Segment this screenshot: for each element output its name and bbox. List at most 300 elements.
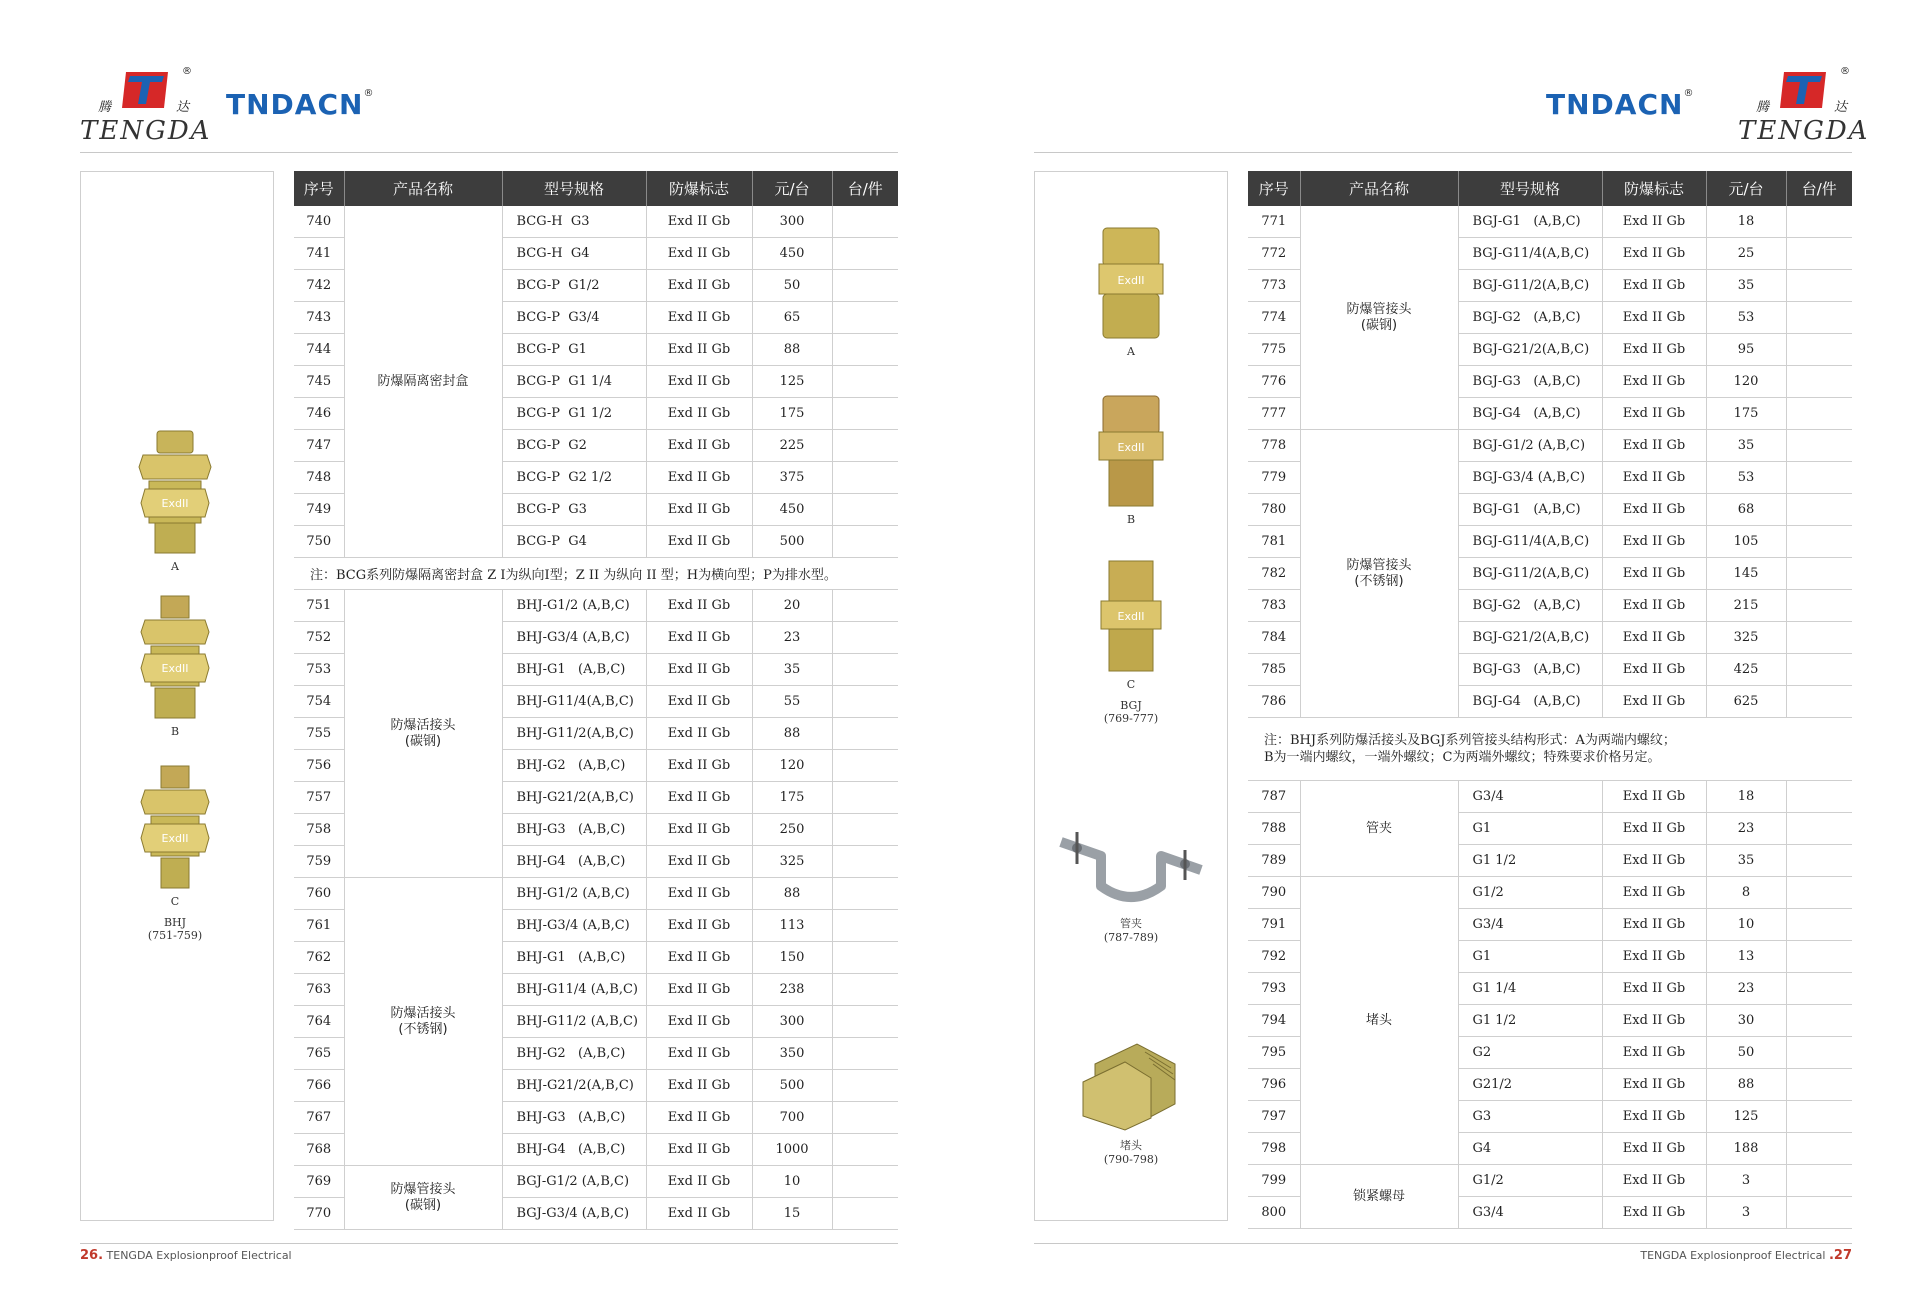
model-cell: BGJ-G4 (A,B,C) [1458, 686, 1602, 718]
note-text: 注：BHJ系列防爆活接头及BGJ系列管接头结构形式：A为两端内螺纹； B为一端内螺纹，一端外螺纹；C为两端外螺纹；特殊要求价格另定。 [1248, 718, 1852, 781]
column-header: 台/件 [1786, 171, 1852, 206]
qty-cell [1786, 941, 1852, 973]
price-cell: 700 [752, 1102, 832, 1134]
qty-cell [832, 462, 898, 494]
price-cell: 3 [1706, 1197, 1786, 1229]
price-cell: 175 [1706, 398, 1786, 430]
pipe-fitting-b [1091, 392, 1171, 510]
model-cell: BCG-P G2 1/2 [502, 462, 646, 494]
price-cell: 15 [752, 1198, 832, 1230]
wordmark-text: TNDACN [226, 88, 364, 121]
product-caption-range: (769-777) [1103, 712, 1159, 725]
table-header-row [1248, 171, 1852, 206]
serial-cell: 747 [294, 430, 344, 462]
ex-mark-cell: Exd II Gb [646, 590, 752, 622]
qty-cell [1786, 813, 1852, 845]
model-cell: G1 [1458, 813, 1602, 845]
footer [80, 1248, 292, 1263]
serial-cell: 794 [1248, 1005, 1300, 1037]
serial-cell: 765 [294, 1038, 344, 1070]
qty-cell [832, 1070, 898, 1102]
serial-cell: 778 [1248, 430, 1300, 462]
wordmark-reg: ® [363, 88, 375, 99]
ex-mark-cell: Exd II Gb [646, 1102, 752, 1134]
price-cell: 18 [1706, 781, 1786, 813]
ex-mark-cell: Exd II Gb [646, 430, 752, 462]
serial-cell: 799 [1248, 1165, 1300, 1197]
model-cell: G1 [1458, 941, 1602, 973]
union-fitting-c [135, 762, 215, 892]
qty-cell [1786, 430, 1852, 462]
serial-cell: 758 [294, 814, 344, 846]
qty-cell [1786, 398, 1852, 430]
price-cell: 20 [752, 590, 832, 622]
svg-text:ExdII: ExdII [1117, 441, 1145, 454]
price-cell: 105 [1706, 526, 1786, 558]
qty-cell [1786, 1197, 1852, 1229]
page-number: .27 [1828, 1248, 1852, 1263]
model-cell: BGJ-G21/2(A,B,C) [1458, 622, 1602, 654]
plug-label: 堵头 [1120, 1139, 1142, 1152]
price-cell: 30 [1706, 1005, 1786, 1037]
model-cell: G3/4 [1458, 781, 1602, 813]
serial-cell: 760 [294, 878, 344, 910]
ex-mark-cell: Exd II Gb [646, 334, 752, 366]
ex-mark-cell: Exd II Gb [646, 302, 752, 334]
svg-text:ExdII: ExdII [1117, 274, 1145, 287]
model-cell: BHJ-G3/4 (A,B,C) [502, 910, 646, 942]
product-image-c [125, 762, 225, 942]
price-cell: 145 [1706, 558, 1786, 590]
qty-cell [1786, 590, 1852, 622]
ex-mark-cell: Exd II Gb [1602, 1197, 1706, 1229]
ex-mark-cell: Exd II Gb [646, 878, 752, 910]
ex-mark-cell: Exd II Gb [646, 1134, 752, 1166]
serial-cell: 740 [294, 206, 344, 238]
price-cell: 113 [752, 910, 832, 942]
product-image-panel [1034, 171, 1228, 1221]
ex-mark-cell: Exd II Gb [646, 1006, 752, 1038]
model-cell: BHJ-G1/2 (A,B,C) [502, 878, 646, 910]
qty-cell [832, 398, 898, 430]
serial-cell: 748 [294, 462, 344, 494]
serial-cell: 764 [294, 1006, 344, 1038]
serial-cell: 795 [1248, 1037, 1300, 1069]
price-cell: 35 [1706, 270, 1786, 302]
model-cell: BCG-P G3 [502, 494, 646, 526]
ex-mark-cell: Exd II Gb [646, 686, 752, 718]
serial-cell: 756 [294, 750, 344, 782]
ex-mark-cell: Exd II Gb [646, 718, 752, 750]
price-cell: 325 [752, 846, 832, 878]
serial-cell: 784 [1248, 622, 1300, 654]
footer-text: TENGDA Explosionproof Electrical [1640, 1249, 1829, 1262]
serial-cell: 757 [294, 782, 344, 814]
price-cell: 1000 [752, 1134, 832, 1166]
qty-cell [832, 910, 898, 942]
model-cell: BCG-P G4 [502, 526, 646, 558]
serial-cell: 782 [1248, 558, 1300, 590]
product-name-cell: 防爆活接头 (不锈钢) [344, 878, 502, 1166]
price-cell: 53 [1706, 462, 1786, 494]
serial-cell: 770 [294, 1198, 344, 1230]
price-cell: 3 [1706, 1165, 1786, 1197]
product-a-label: A [171, 560, 179, 573]
price-cell: 125 [752, 366, 832, 398]
ex-mark-cell: Exd II Gb [646, 1070, 752, 1102]
ex-mark-cell: Exd II Gb [1602, 622, 1706, 654]
price-cell: 35 [752, 654, 832, 686]
table-row [1248, 1165, 1852, 1197]
union-fitting-a [135, 427, 215, 557]
product-image-bgj-a [1081, 224, 1181, 358]
model-cell: BHJ-G3 (A,B,C) [502, 1102, 646, 1134]
product-caption-model: BGJ [1120, 699, 1142, 712]
qty-cell [1786, 1165, 1852, 1197]
qty-cell [1786, 1133, 1852, 1165]
footer-divider [1034, 1243, 1852, 1244]
qty-cell [1786, 206, 1852, 238]
model-cell: BGJ-G4 (A,B,C) [1458, 398, 1602, 430]
qty-cell [832, 334, 898, 366]
qty-cell [1786, 494, 1852, 526]
qty-cell [832, 366, 898, 398]
ex-mark-cell: Exd II Gb [1602, 334, 1706, 366]
product-image-bgj-c [1081, 557, 1181, 725]
serial-cell: 767 [294, 1102, 344, 1134]
model-cell: BCG-P G1 1/2 [502, 398, 646, 430]
logo-en: TENGDA [1738, 116, 1870, 146]
serial-cell: 780 [1248, 494, 1300, 526]
ex-mark-cell: Exd II Gb [1602, 1133, 1706, 1165]
qty-cell [832, 654, 898, 686]
serial-cell: 790 [1248, 877, 1300, 909]
column-header: 防爆标志 [1602, 171, 1706, 206]
qty-cell [832, 430, 898, 462]
logo-cn-right: 达 [1834, 100, 1848, 115]
serial-cell: 753 [294, 654, 344, 686]
product-image-a [125, 427, 225, 573]
qty-cell [1786, 1005, 1852, 1037]
qty-cell [1786, 270, 1852, 302]
ex-mark-cell: Exd II Gb [1602, 686, 1706, 718]
svg-text:ExdII: ExdII [1117, 610, 1145, 623]
product-c-label: C [1126, 678, 1136, 691]
price-cell: 300 [752, 206, 832, 238]
tengda-logo-mark [120, 70, 170, 110]
price-cell: 8 [1706, 877, 1786, 909]
qty-cell [1786, 845, 1852, 877]
ex-mark-cell: Exd II Gb [1602, 238, 1706, 270]
serial-cell: 741 [294, 238, 344, 270]
model-cell: G1 1/2 [1458, 845, 1602, 877]
price-cell: 50 [1706, 1037, 1786, 1069]
product-image-panel [80, 171, 274, 1221]
ex-mark-cell: Exd II Gb [646, 1038, 752, 1070]
qty-cell [832, 238, 898, 270]
model-cell: G21/2 [1458, 1069, 1602, 1101]
model-cell: BGJ-G3/4 (A,B,C) [502, 1198, 646, 1230]
price-cell: 53 [1706, 302, 1786, 334]
product-name-cell: 管夹 [1300, 781, 1458, 877]
table-row [294, 878, 898, 910]
qty-cell [1786, 973, 1852, 1005]
pipe-fitting-a [1091, 224, 1171, 342]
model-cell: BGJ-G11/2(A,B,C) [1458, 270, 1602, 302]
price-cell: 450 [752, 494, 832, 526]
price-cell: 23 [1706, 813, 1786, 845]
serial-cell: 763 [294, 974, 344, 1006]
footer [1640, 1248, 1852, 1263]
qty-cell [832, 526, 898, 558]
table-row [1248, 877, 1852, 909]
serial-cell: 768 [294, 1134, 344, 1166]
model-cell: BHJ-G21/2(A,B,C) [502, 782, 646, 814]
note-text: 注：BCG系列防爆隔离密封盒 Z I为纵向I型；Z II 为纵向 II 型；H为横向型；P为排水型。 [294, 558, 898, 590]
model-cell: G1 1/2 [1458, 1005, 1602, 1037]
qty-cell [832, 782, 898, 814]
union-fitting-b [135, 592, 215, 722]
price-cell: 238 [752, 974, 832, 1006]
serial-cell: 773 [1248, 270, 1300, 302]
product-name-cell: 防爆活接头 (碳钢) [344, 590, 502, 878]
price-cell: 175 [752, 782, 832, 814]
ex-mark-cell: Exd II Gb [646, 366, 752, 398]
model-cell: BHJ-G2 (A,B,C) [502, 1038, 646, 1070]
model-cell: BHJ-G11/2 (A,B,C) [502, 1006, 646, 1038]
price-cell: 88 [752, 878, 832, 910]
price-cell: 125 [1706, 1101, 1786, 1133]
qty-cell [1786, 1069, 1852, 1101]
price-cell: 35 [1706, 430, 1786, 462]
model-cell: BGJ-G3 (A,B,C) [1458, 366, 1602, 398]
price-cell: 120 [752, 750, 832, 782]
serial-cell: 745 [294, 366, 344, 398]
ex-mark-cell: Exd II Gb [646, 974, 752, 1006]
price-cell: 10 [1706, 909, 1786, 941]
ex-mark-cell: Exd II Gb [1602, 206, 1706, 238]
registered-mark: ® [1840, 66, 1850, 77]
price-cell: 188 [1706, 1133, 1786, 1165]
table-row [1248, 206, 1852, 238]
serial-cell: 744 [294, 334, 344, 366]
pipe-fitting-c [1091, 557, 1171, 675]
serial-cell: 752 [294, 622, 344, 654]
ex-mark-cell: Exd II Gb [646, 270, 752, 302]
qty-cell [832, 718, 898, 750]
model-cell: BCG-P G3/4 [502, 302, 646, 334]
qty-cell [832, 1102, 898, 1134]
clamp-range: (787-789) [1103, 931, 1159, 944]
price-cell: 425 [1706, 654, 1786, 686]
model-cell: BCG-P G1 [502, 334, 646, 366]
model-cell: BGJ-G11/4(A,B,C) [1458, 526, 1602, 558]
ex-mark-cell: Exd II Gb [646, 782, 752, 814]
qty-cell [832, 686, 898, 718]
serial-cell: 789 [1248, 845, 1300, 877]
model-cell: BGJ-G1 (A,B,C) [1458, 206, 1602, 238]
qty-cell [832, 494, 898, 526]
ex-mark-cell: Exd II Gb [1602, 398, 1706, 430]
serial-cell: 769 [294, 1166, 344, 1198]
header-divider [80, 152, 898, 153]
price-cell: 68 [1706, 494, 1786, 526]
qty-cell [1786, 686, 1852, 718]
column-header: 产品名称 [1300, 171, 1458, 206]
price-cell: 450 [752, 238, 832, 270]
price-cell: 13 [1706, 941, 1786, 973]
price-cell: 325 [1706, 622, 1786, 654]
qty-cell [832, 1038, 898, 1070]
table-header-row [294, 171, 898, 206]
price-cell: 25 [1706, 238, 1786, 270]
column-header: 台/件 [832, 171, 898, 206]
model-cell: G1/2 [1458, 1165, 1602, 1197]
price-cell: 120 [1706, 366, 1786, 398]
model-cell: BGJ-G2 (A,B,C) [1458, 590, 1602, 622]
model-cell: BHJ-G3/4 (A,B,C) [502, 622, 646, 654]
model-cell: BGJ-G11/4(A,B,C) [1458, 238, 1602, 270]
serial-cell: 772 [1248, 238, 1300, 270]
product-name-cell: 锁紧螺母 [1300, 1165, 1458, 1229]
model-cell: BGJ-G21/2(A,B,C) [1458, 334, 1602, 366]
model-cell: G1/2 [1458, 877, 1602, 909]
note-row [1248, 718, 1852, 781]
qty-cell [1786, 558, 1852, 590]
price-table-left [294, 171, 898, 1230]
model-cell: BCG-P G1/2 [502, 270, 646, 302]
model-cell: BGJ-G11/2(A,B,C) [1458, 558, 1602, 590]
model-cell: G3/4 [1458, 909, 1602, 941]
ex-mark-cell: Exd II Gb [646, 206, 752, 238]
ex-mark-cell: Exd II Gb [646, 398, 752, 430]
price-cell: 375 [752, 462, 832, 494]
svg-text:ExdII: ExdII [161, 662, 189, 675]
serial-cell: 742 [294, 270, 344, 302]
qty-cell [832, 1006, 898, 1038]
product-name-cell: 防爆管接头 (碳钢) [344, 1166, 502, 1230]
model-cell: BHJ-G4 (A,B,C) [502, 1134, 646, 1166]
serial-cell: 783 [1248, 590, 1300, 622]
serial-cell: 746 [294, 398, 344, 430]
qty-cell [832, 750, 898, 782]
ex-mark-cell: Exd II Gb [646, 462, 752, 494]
qty-cell [832, 206, 898, 238]
price-cell: 88 [752, 334, 832, 366]
qty-cell [1786, 781, 1852, 813]
qty-cell [832, 590, 898, 622]
qty-cell [832, 302, 898, 334]
model-cell: BHJ-G11/4(A,B,C) [502, 686, 646, 718]
price-cell: 625 [1706, 686, 1786, 718]
product-c-label: C [170, 895, 180, 908]
logo-cn-right: 达 [176, 100, 190, 115]
model-cell: BHJ-G1 (A,B,C) [502, 654, 646, 686]
serial-cell: 761 [294, 910, 344, 942]
serial-cell: 796 [1248, 1069, 1300, 1101]
ex-mark-cell: Exd II Gb [646, 622, 752, 654]
serial-cell: 750 [294, 526, 344, 558]
product-name-cell: 防爆隔离密封盒 [344, 206, 502, 558]
product-name-cell: 堵头 [1300, 877, 1458, 1165]
price-cell: 95 [1706, 334, 1786, 366]
serial-cell: 762 [294, 942, 344, 974]
product-name-cell: 防爆管接头 (不锈钢) [1300, 430, 1458, 718]
ex-mark-cell: Exd II Gb [1602, 781, 1706, 813]
logo-cn-left: 腾 [1756, 100, 1770, 115]
price-cell: 225 [752, 430, 832, 462]
ex-mark-cell: Exd II Gb [1602, 558, 1706, 590]
ex-mark-cell: Exd II Gb [1602, 590, 1706, 622]
column-header: 型号规格 [502, 171, 646, 206]
ex-mark-cell: Exd II Gb [1602, 526, 1706, 558]
qty-cell [832, 270, 898, 302]
page-number: 26. [80, 1248, 104, 1263]
price-cell: 88 [752, 718, 832, 750]
ex-mark-cell: Exd II Gb [1602, 494, 1706, 526]
model-cell: BHJ-G3 (A,B,C) [502, 814, 646, 846]
ex-mark-cell: Exd II Gb [1602, 909, 1706, 941]
serial-cell: 777 [1248, 398, 1300, 430]
serial-cell: 791 [1248, 909, 1300, 941]
qty-cell [832, 622, 898, 654]
serial-cell: 766 [294, 1070, 344, 1102]
ex-mark-cell: Exd II Gb [1602, 877, 1706, 909]
wordmark-reg: ® [1683, 88, 1695, 99]
model-cell: BHJ-G4 (A,B,C) [502, 846, 646, 878]
price-cell: 150 [752, 942, 832, 974]
ex-mark-cell: Exd II Gb [646, 494, 752, 526]
model-cell: BGJ-G3 (A,B,C) [1458, 654, 1602, 686]
qty-cell [1786, 622, 1852, 654]
model-cell: G4 [1458, 1133, 1602, 1165]
product-b-label: B [1126, 513, 1136, 526]
table-row [294, 1166, 898, 1198]
qty-cell [1786, 877, 1852, 909]
tndacn-wordmark [1546, 88, 1694, 121]
serial-cell: 787 [1248, 781, 1300, 813]
model-cell: G2 [1458, 1037, 1602, 1069]
model-cell: BHJ-G11/4 (A,B,C) [502, 974, 646, 1006]
svg-text:ExdII: ExdII [161, 497, 189, 510]
ex-mark-cell: Exd II Gb [646, 238, 752, 270]
model-cell: G1 1/4 [1458, 973, 1602, 1005]
ex-mark-cell: Exd II Gb [1602, 430, 1706, 462]
model-cell: BCG-H G4 [502, 238, 646, 270]
column-header: 防爆标志 [646, 171, 752, 206]
table-row [294, 206, 898, 238]
qty-cell [832, 814, 898, 846]
ex-mark-cell: Exd II Gb [1602, 845, 1706, 877]
model-cell: G3/4 [1458, 1197, 1602, 1229]
price-cell: 35 [1706, 845, 1786, 877]
ex-mark-cell: Exd II Gb [646, 526, 752, 558]
qty-cell [1786, 238, 1852, 270]
product-image-plug [1073, 1034, 1189, 1166]
qty-cell [1786, 302, 1852, 334]
qty-cell [1786, 462, 1852, 494]
column-header: 元/台 [752, 171, 832, 206]
serial-cell: 788 [1248, 813, 1300, 845]
ex-mark-cell: Exd II Gb [1602, 1005, 1706, 1037]
serial-cell: 754 [294, 686, 344, 718]
serial-cell: 771 [1248, 206, 1300, 238]
tengda-logo [80, 66, 230, 156]
tengda-logo-mark [1778, 70, 1828, 110]
product-image-clamp [1049, 812, 1213, 944]
header-divider [1034, 152, 1852, 153]
qty-cell [832, 1198, 898, 1230]
